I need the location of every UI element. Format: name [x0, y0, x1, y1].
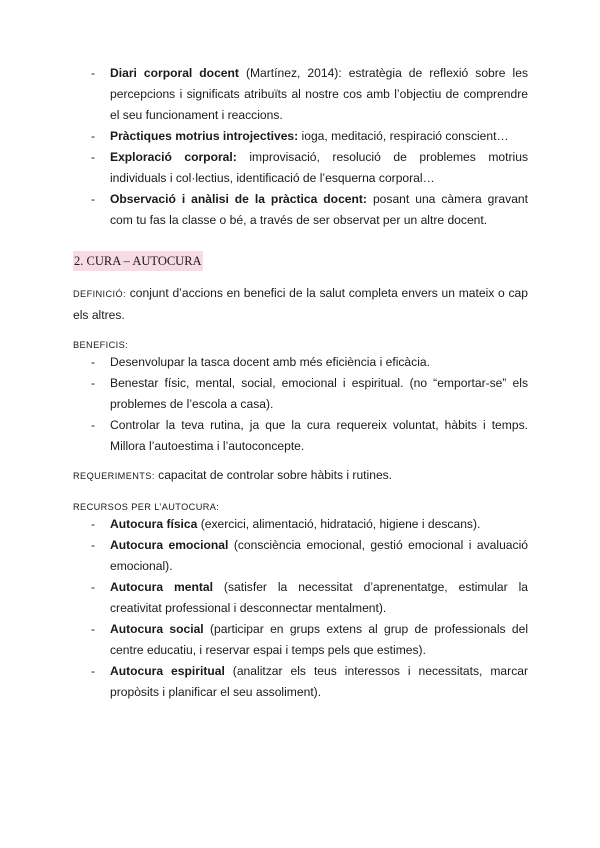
definition-text: conjunt d’accions en benefici de la salut completa envers un mateix o cap els altres.: [73, 286, 528, 322]
list-item: - Benestar físic, mental, social, emocional i espiritual. (no “emportar-se” els problemes de l’escola a casa).: [73, 373, 528, 415]
practices-list: [73, 63, 528, 231]
section-heading: 2. CURA – AUTOCURA: [73, 251, 203, 271]
list-item: - Autocura física (exercici, alimentació, hidratació, higiene i descans).: [73, 514, 528, 535]
resources-label: RECURSOS PER L’AUTOCURA:: [73, 502, 220, 512]
list-item: - Controlar la teva rutina, ja que la cura requereix voluntat, hàbits i temps. Millora l’autoestima i l’autoconcepte.: [73, 415, 528, 457]
requirements-text: capacitat de controlar sobre hàbits i rutines.: [154, 468, 393, 482]
list-item: - Autocura emocional (consciència emocional, gestió emocional i avaluació emocional).: [73, 535, 528, 577]
benefits-label: BENEFICIS:: [73, 340, 129, 350]
list-item: - Autocura social (participar en grups extens al grup de professionals del centre educatiu, i reservar espai i temps pels que estimes).: [73, 619, 528, 661]
definition-paragraph: [73, 283, 528, 326]
requirements-label: REQUERIMENTS:: [73, 471, 155, 481]
list-item: - Autocura espiritual (analitzar els teus interessos i necessitats, marcar propòsits i planificar el seu assoliment).: [73, 661, 528, 703]
requirements-paragraph: [73, 465, 528, 487]
list-item: - Observació i anàlisi de la pràctica docent: posant una càmera gravant com tu fas la classe o bé, a través de ser observat per un altre docent.: [73, 189, 528, 231]
definition-label: DEFINICIÓ:: [73, 289, 127, 299]
list-item: - Desenvolupar la tasca docent amb més eficiència i eficàcia.: [73, 352, 528, 373]
list-item: - Autocura mental (satisfer la necessitat d’aprenentatge, estimular la creativitat professional i desconnectar mentalment).: [73, 577, 528, 619]
list-item: - Exploració corporal: improvisació, resolució de problemes motrius individuals i col·lectius, identificació de l’esquerna corporal…: [73, 147, 528, 189]
resources-list: [73, 514, 528, 703]
list-item: - Diari corporal docent (Martínez, 2014): estratègia de reflexió sobre les percepcions i significats atribuïts al nostre cos amb l’objectiu de comprendre el seu funcionament i reaccions.: [73, 63, 528, 126]
list-item: - Pràctiques motrius introjectives: ioga, meditació, respiració conscient…: [73, 126, 528, 147]
benefits-list: [73, 352, 528, 457]
